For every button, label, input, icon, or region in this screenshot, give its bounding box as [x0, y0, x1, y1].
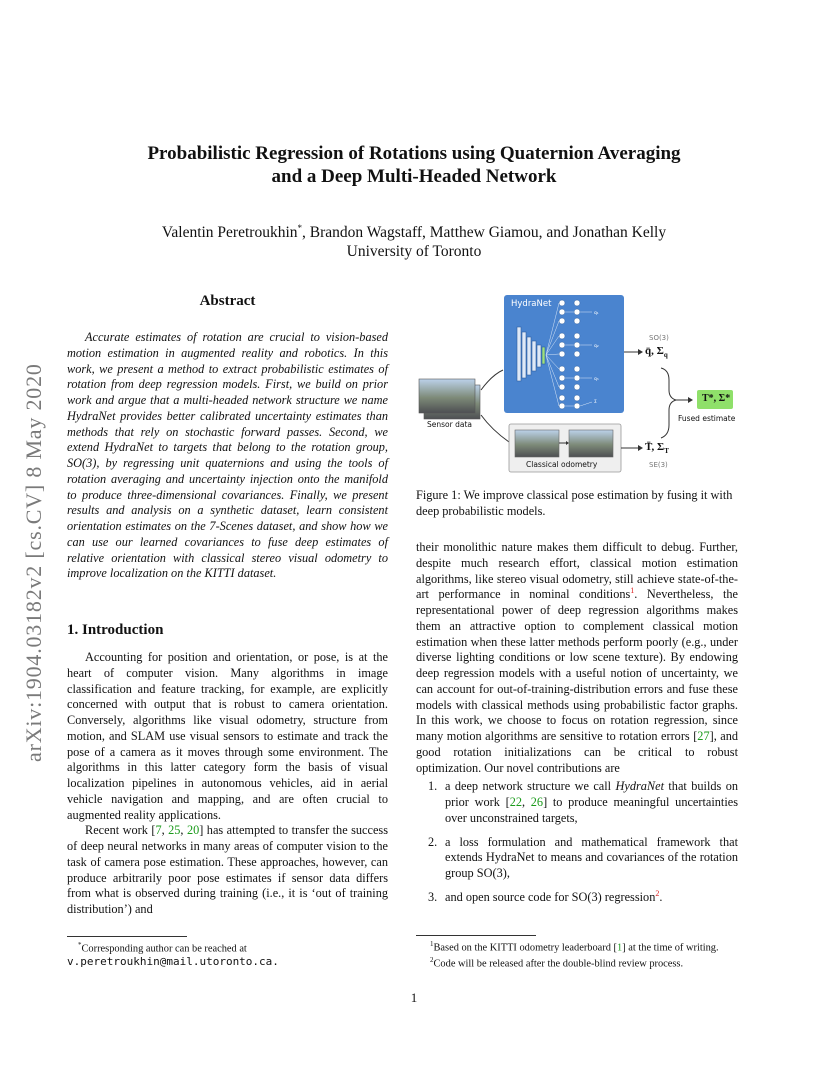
right-column-body	[416, 540, 738, 914]
footnote-ref-1[interactable]: 1	[630, 586, 635, 596]
list-item: 1. a deep network structure we call HydraNet that builds on prior work [22, 26] to produce meaningful uncertainties over unconstrained targets,	[428, 779, 739, 825]
footnote-rule-left	[67, 936, 187, 937]
footnote-ref-2[interactable]: 2	[655, 888, 660, 898]
abstract-heading: Abstract	[199, 293, 256, 309]
title-line-2: and a Deep Multi-Headed Network	[271, 166, 557, 187]
list-item: 2. a loss formulation and mathematical framework that extends HydraNet to means and covariances of the rotation group SO(3),	[428, 834, 738, 880]
footnote-rule-right	[416, 935, 536, 936]
sensor-image-front	[419, 379, 475, 413]
classical-odometry-label: Classical odometry	[526, 460, 598, 469]
footnote-left	[67, 939, 388, 968]
title-line-1: Probabilistic Regression of Rotations using Quaternion Averaging	[147, 143, 681, 164]
page-number: 1	[410, 990, 418, 1005]
se3-label: SE(3)	[649, 461, 668, 469]
abstract-text: Accurate estimates of rotation are crucial to vision-based motion estimation in augmented reality and robotics. In this work, we present a method to extract probabilistic estimates of rotation from deep regression models. First, we build on prior work and argue that a multi-headed network structure we name HydraNet provides better calibrated uncertainty estimates than methods that rely on stochastic forward passes. Second, we extend HydraNet to targets that belong to the rotation group, SO(3), by regressing unit quaternions and using the tools of rotation averaging and uncertainty injection onto the manifold to produce three-dimensional covariances. Finally, we present results and analysis on a synthetic dataset, learn consistent orientation estimates on the 7-Scenes dataset, and show how we can use our learned covariances to fuse deep estimates of relative orientation with classical stereo visual odometry to improve localization on the KITTI dataset.	[67, 330, 388, 581]
svg-text:q₁: q₁	[594, 311, 599, 316]
citation-link[interactable]: 26	[530, 795, 544, 809]
citation-link[interactable]: 27	[697, 729, 710, 743]
citation-link[interactable]: 22	[509, 795, 522, 809]
fused-estimate-symbol: T*, Σ*	[702, 393, 731, 404]
affiliation: University of Toronto	[346, 243, 482, 261]
svg-text:Σ: Σ	[594, 400, 597, 405]
footnote-left-line1	[67, 939, 388, 955]
q-estimate-label: q̄, $\Sigma_q$	[645, 345, 668, 360]
citation-link[interactable]: 1	[617, 942, 623, 954]
citation-link[interactable]: 7	[155, 823, 162, 838]
author-block	[0, 219, 828, 261]
so3-top-label: SO(3)	[649, 334, 669, 342]
fused-estimate-label: Fused estimate	[678, 414, 736, 423]
footnote-email[interactable]: v.peretroukhin@mail.utoronto.ca.	[67, 955, 279, 969]
footnote-left-text: *Corresponding author can be reached at	[78, 941, 247, 955]
intro-body	[67, 650, 388, 918]
author-list	[0, 219, 828, 242]
footnotes-right	[416, 938, 746, 971]
figure-1-diagram	[416, 290, 746, 480]
sensor-data-label: Sensor data	[427, 420, 472, 429]
contributions-list	[416, 779, 738, 905]
author-1-mark: *	[297, 223, 303, 233]
intro-paragraph-2: Recent work [7, 25, 20] has attempted to transfer the success of deep neural networks in many areas of computer vision to the task of camera pose estimation. These approaches, however, can produce arbitrarily poor pose estimates if sensor data differs from what is observed during training (i.e., it is ‘out of training distribution’) and	[67, 823, 388, 916]
author-rest: , Brandon Wagstaff, Matthew Giamou, and Jonathan Kelly	[302, 224, 667, 242]
section-heading-introduction: 1. Introduction	[67, 622, 164, 638]
citation-link[interactable]: 20	[186, 823, 200, 838]
paper-title	[0, 142, 828, 188]
svg-text:qₕ: qₕ	[594, 377, 599, 382]
abstract-body	[67, 330, 388, 582]
figure-1-caption: Figure 1: We improve classical pose estimation by fusing it with deep probabilistic models.	[416, 488, 733, 518]
author-1: Valentin Peretroukhin	[161, 224, 298, 242]
svg-text:q₂: q₂	[594, 344, 599, 349]
list-item: 3. and open source code for SO(3) regression$^2$.	[428, 888, 663, 904]
citation-link[interactable]: 25	[168, 823, 181, 838]
right-paragraph-1: their monolithic nature makes them difficult to debug. Further, despite much research effort, classical motion estimation algorithms, like stereo visual odometry, still achieve state-of-the-art performance in nominal conditions$^1$. Nevertheless, the representational power of deep regression algorithms makes them an attractive option to complement classical motion estimation when these latter methods perform poorly (e.g., under diverse lighting conditions or low scene texture). By endowing deep regression models with a useful notion of uncertainty, we can account for out-of-training-distribution errors and fuse these models with classical methods using probabilistic factor graphs. In this work, we choose to focus on rotation regression, since many motion algorithms are sensitive to rotation errors [27], and good rotation initializations can be critical to robust optimization. Our novel contributions are	[416, 540, 739, 775]
footnote-2: $^2$Code will be released after the double-blind review process.	[430, 956, 684, 970]
intro-paragraph-1: Accounting for position and orientation, or pose, is at the heart of computer vision. Many algorithms in image classification and feature tracking, for example, are explicitly concerned with output that is robust to camera orientation. Conversely, algorithms like visual odometry, structure from motion, and SLAM use visual sensors to estimate and track the pose of a camera as it moves through some environment. The algorithms in this latter category form the basis of visual localization pipelines in autonomous vehicles, aid in aerial vehicle navigation and mapping, and are often crucial to augmented reality applications.	[67, 650, 388, 822]
figure-1	[416, 290, 746, 480]
footnote-1: $^1$Based on the KITTI odometry leaderboard [1] at the time of writing.	[430, 940, 719, 954]
arxiv-stamp: arXiv:1904.03182v2 [cs.CV] 8 May 2020	[21, 363, 46, 762]
t-estimate-label: T̄, $\Sigma_T$	[645, 441, 669, 456]
hydranet-label: HydraNet	[511, 299, 552, 309]
